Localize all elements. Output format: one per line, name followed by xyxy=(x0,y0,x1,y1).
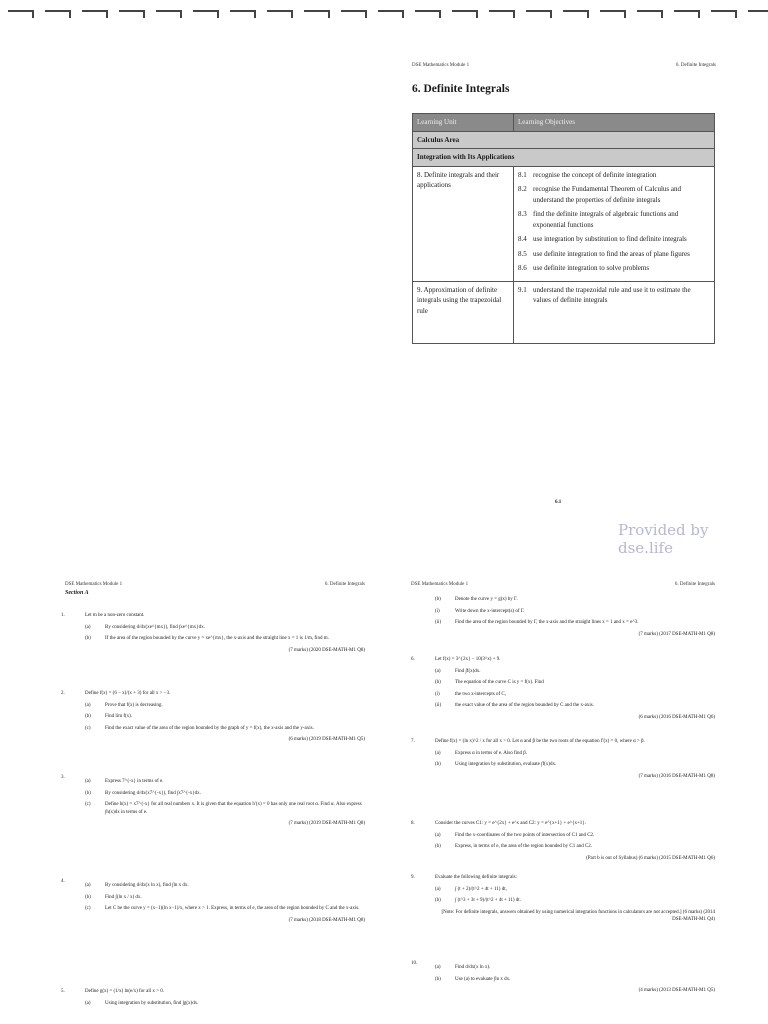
question-part: (b) The equation of the curve C is y = f(x). Find xyxy=(435,680,544,685)
question-part: (c) Define h(x) = x7^{-x} for all real numbers x. It is given that the equation h'(x) = 0 has only one real root α. Find α. Also express ∫h(x)dx in terms of e. xyxy=(85,802,362,815)
question-number: 6. xyxy=(411,657,415,662)
binder-tick xyxy=(230,10,256,18)
question-part: (b) Express, in terms of e, the area of the region bounded by C1 and C2. xyxy=(435,844,593,849)
objective: 9.1 understand the trapezoidal rule and use it to estimate the values of definite integrals xyxy=(518,285,691,304)
header-left: DSE Mathematics Module 1 xyxy=(411,582,469,587)
question-part: (i) the two x-intercepts of C, xyxy=(435,691,506,697)
question xyxy=(55,878,365,924)
col-header-unit: Learning Unit xyxy=(413,114,514,132)
question-number: 2. xyxy=(61,691,65,696)
objective: 8.4 use integration by substitution to find definite integrals xyxy=(518,235,687,243)
objective: 8.3 find the definite integrals of algebraic functions and exponential functions xyxy=(518,210,679,229)
binder-tick xyxy=(674,10,700,18)
question-stem: Define f(x) = (6 − x)/(x + 3) for all x > −3. xyxy=(85,691,171,696)
binder-tick xyxy=(526,10,552,18)
binder-tick xyxy=(156,10,182,18)
question-part: (b) Find ∫(ln x / x) dx. xyxy=(85,894,142,900)
question-part: (a) Express 7^{-x} in terms of e. xyxy=(85,779,164,784)
question-part: (a) Find ∫f(x)dx. xyxy=(435,668,481,674)
question-part: (ii) Find the area of the region bounded by Γ, the x-axis and the straight lines x = 1 and x = e^3. xyxy=(435,620,639,625)
objective: 8.5 use definite integration to find the areas of plane figures xyxy=(518,249,690,258)
question-number: 10. xyxy=(411,961,418,966)
unit-cell: 9. Approximation of definite integrals using the trapezoidal rule xyxy=(413,281,514,343)
binder-tick xyxy=(82,10,108,18)
unit-row xyxy=(413,281,715,343)
question-part: (a) Find d/dx(x ln x). xyxy=(435,965,491,970)
binder-tick xyxy=(378,10,404,18)
marks-source: (7 marks) (2020 DSE-MATH-M1 Q8) xyxy=(288,647,365,653)
section-row: Integration with Its Applications xyxy=(413,149,715,167)
question xyxy=(405,656,715,721)
marks-source: (Part b is out of Syllabus) (6 marks) (2015 DSE-MATH-M1 Q6) xyxy=(586,855,715,861)
objectives-cell xyxy=(514,281,715,343)
question-stem: Define g(x) = (1/x) ln(e/x) for all x > 0. xyxy=(85,989,164,994)
question-part: (a) Prove that f(x) is decreasing. xyxy=(85,702,163,708)
marks-source: (7 marks) (2017 DSE-MATH-M1 Q8) xyxy=(638,631,715,637)
binder-tick xyxy=(600,10,626,18)
binder-tick xyxy=(452,10,478,18)
binder-tick xyxy=(415,10,441,18)
question xyxy=(405,874,715,924)
question-part: (i) Write down the x-intercept(s) of Γ. xyxy=(435,608,525,614)
question-stem: Let m be a non-zero constant. xyxy=(85,613,145,618)
question-part: (b) Using integration by substitution, evaluate ∫f(x)dx. xyxy=(435,762,557,767)
question-part: (a) By considering d/dx(x ln x), find ∫ln x dx. xyxy=(85,883,189,888)
question-part: (ii) the exact value of the area of the region bounded by C and the x-axis. xyxy=(435,703,594,708)
binder-tick xyxy=(489,10,515,18)
objective: 8.2 recognise the Fundamental Theorem of Calculus and understand the properties of definite integrals xyxy=(518,185,681,204)
question-number: 1. xyxy=(61,613,65,618)
questions-page-right xyxy=(405,578,725,1024)
question-number: 8. xyxy=(411,821,415,826)
question-part: (b) Denote the curve y = g(x) by Γ. xyxy=(435,597,518,602)
question-part: (a) Express α in terms of e. Also find β. xyxy=(435,750,528,756)
section-heading: Section A xyxy=(65,590,89,596)
binder-tick xyxy=(8,10,34,18)
marks-source: (7 marks) (2018 DSE-MATH-M1 Q8) xyxy=(288,917,365,923)
question xyxy=(55,690,365,744)
question-number: 9. xyxy=(411,875,415,880)
question-part: (a) ∫ (t + 2)/(t^2 + 4t + 11) dt, xyxy=(435,886,507,892)
question-part: (b) By considering d/dx(x7^{-x}), find ∫x7^{-x}dx. xyxy=(85,790,201,796)
binder-tick xyxy=(341,10,367,18)
header-left: DSE Mathematics Module 1 xyxy=(412,63,470,68)
marks-source: [Note: For definite integrals, answers obtained by using numerical integration functions in calculators are not accepted.] (6 marks) (2014 DSE-MATH-M1 Q4) xyxy=(441,909,715,922)
binder-tick xyxy=(45,10,71,18)
question xyxy=(405,738,715,780)
question-part: (b) Use (a) to evaluate ∫ln x dx. xyxy=(435,976,511,982)
objective: 8.6 use definite integration to solve problems xyxy=(518,264,650,272)
watermark: Provided by dse.life xyxy=(618,521,709,557)
marks-source: (4 marks) (2013 DSE-MATH-M1 Q5) xyxy=(638,988,715,993)
marks-source: (6 marks) (2019 DSE-MATH-M1 Q5) xyxy=(288,737,365,742)
binder-tick xyxy=(267,10,293,18)
question xyxy=(405,820,715,862)
page-number: 6.1 xyxy=(555,500,562,505)
marks-source: (7 marks) (2019 DSE-MATH-M1 Q8) xyxy=(288,821,365,826)
question-part: (c) Find the exact value of the area of the region bounded by the graph of y = f(x), the x-axis and the y-axis. xyxy=(85,725,314,731)
question-number: 4. xyxy=(61,879,65,884)
question xyxy=(55,774,365,828)
objective: 8.1 recognise the concept of definite integration xyxy=(518,170,657,179)
header-right: 6. Definite Integrals xyxy=(674,582,715,587)
question-part: (b) Find lim f(x). xyxy=(85,714,133,719)
question-part: (b) If the area of the region bounded by the curve y = xe^{mx}, the x-axis and the straight line x = 1 is 1/m, find m. xyxy=(85,636,329,641)
learning-unit-table xyxy=(412,113,715,344)
marks-source: (6 marks) (2016 DSE-MATH-M1 Q6) xyxy=(638,714,715,720)
marks-source: (7 marks) (2016 DSE-MATH-M1 Q8) xyxy=(638,773,715,779)
binder-tick xyxy=(637,10,663,18)
binder-tick xyxy=(193,10,219,18)
binder-tick xyxy=(748,10,768,18)
area-row: Calculus Area xyxy=(413,131,715,149)
question-stem: Evaluate the following definite integrals: xyxy=(435,875,517,880)
header-right: 6. Definite Integrals xyxy=(324,582,365,587)
binder-marks xyxy=(0,10,768,22)
question xyxy=(55,988,365,1011)
objectives-cell xyxy=(514,166,715,281)
question xyxy=(55,612,365,654)
col-header-objectives: Learning Objectives xyxy=(514,114,715,132)
question xyxy=(405,592,715,638)
question-part: (a) By considering d/dx(xe^{mx}), find ∫xe^{mx}dx. xyxy=(85,624,205,630)
question-part: (b) ∫ (t^3 + 3t + 9)/(t^2 + 4t + 11) dt. xyxy=(435,898,521,903)
question-stem: Define f(x) = (ln x)^2 / x for all x > 0. Let α and β be the two roots of the equation f'(x) = 0, where α > β. xyxy=(435,739,645,744)
question xyxy=(405,960,715,995)
question-stem: Let f(x) = 3^{2x} − 10(3^x) + 9. xyxy=(435,657,501,662)
binder-tick xyxy=(563,10,589,18)
binder-tick xyxy=(304,10,330,18)
header-right: 6. Definite Integrals xyxy=(675,63,716,68)
question-number: 5. xyxy=(61,989,65,994)
question-number: 3. xyxy=(61,775,65,780)
question-number: 7. xyxy=(411,739,415,744)
header-left: DSE Mathematics Module 1 xyxy=(65,582,123,587)
unit-row xyxy=(413,166,715,281)
question-part: (a) Using integration by substitution, find ∫g(x)dx. xyxy=(85,1000,199,1006)
question-part: (a) Find the x-coordinates of the two points of intersection of C1 and C2. xyxy=(435,832,595,838)
binder-tick xyxy=(119,10,145,18)
binder-tick xyxy=(711,10,737,18)
page-title: 6. Definite Integrals xyxy=(412,83,510,95)
question-stem: Consider the curves C1: y = e^{2x} + e^x and C2: y = e^{x+1} + e^{x+1}. xyxy=(435,821,586,826)
questions-page-left xyxy=(55,578,375,1024)
question-part: (c) Let C be the curve y = (x−1)(ln x−1)/x, where x > 1. Express, in terms of e, the area of the region bounded by C and the x-axis. xyxy=(85,906,360,911)
unit-cell: 8. Definite integrals and their applications xyxy=(413,166,514,281)
syllabus-page xyxy=(400,55,730,525)
